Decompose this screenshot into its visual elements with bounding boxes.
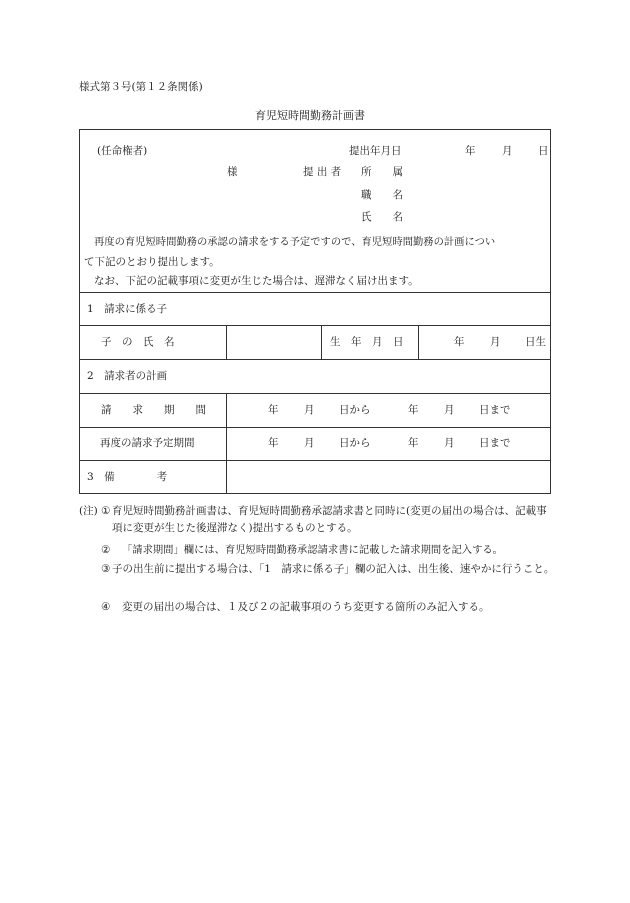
remarks-label: 3 備 考 (87, 471, 168, 483)
note-1-num: ① (101, 505, 111, 517)
note-3-num: ③ (101, 563, 111, 575)
repeat-end-year: 年 (408, 437, 419, 449)
date-day: 日 (538, 145, 549, 157)
note-1-text: 育児短時間勤務計画書は、育児短時間勤務承認請求書と同時に(変更の届出の場合は、記載事項に変更が生じた後遅滞なく)提出するものとする。 (112, 505, 547, 534)
appointer-label: (任命権者) (97, 145, 148, 157)
birth-date-label: 生 年 月 日 (330, 336, 404, 348)
col-divider (226, 325, 227, 359)
row-divider (79, 292, 551, 293)
row-divider (79, 359, 551, 360)
col-divider (418, 325, 419, 359)
body-line-2: て下記のとおり提出します。 (84, 256, 220, 268)
affiliation-label: 所 属 (361, 166, 403, 178)
position-label: 職 名 (361, 189, 403, 201)
birth-day: 日生 (525, 336, 546, 348)
section2-heading: 2 請求者の計画 (87, 370, 168, 382)
repeat-end-month: 月 (444, 437, 455, 449)
date-month: 月 (502, 145, 513, 157)
child-name-label: 子 の 氏 名 (101, 336, 175, 348)
repeat-end-day: 日まで (479, 437, 511, 449)
col-divider (321, 325, 322, 359)
date-year: 年 (465, 145, 476, 157)
repeat-label: 再度の請求予定期間 (100, 437, 195, 449)
submitter-label: 提 出 者 (303, 166, 342, 178)
notes-prefix: (注) (79, 505, 98, 517)
repeat-start-month: 月 (304, 437, 315, 449)
repeat-start-day: 日から (339, 437, 371, 449)
row-divider (79, 460, 551, 461)
page-title: 育児短時間勤務計画書 (255, 109, 365, 122)
note-4-text: 変更の届出の場合は、１及び２の記載事項のうち変更する箇所のみ記入する。 (122, 601, 490, 613)
birth-month: 月 (490, 336, 501, 348)
period-end-day: 日まで (479, 404, 511, 416)
submission-date-label: 提出年月日 (349, 145, 402, 157)
row-divider (79, 325, 551, 326)
row-divider (79, 393, 551, 394)
note-2-text: 「請求期間」欄には、育児短時間勤務承認請求書に記載した請求期間を記入する。 (122, 544, 503, 556)
body-line-1: 再度の育児短時間勤務の承認の請求をする予定ですので、育児短時間勤務の計画につい (94, 236, 496, 248)
name-label: 氏 名 (361, 211, 403, 223)
period-end-month: 月 (444, 404, 455, 416)
sama-label: 様 (227, 166, 238, 178)
section1-heading: 1 請求に係る子 (87, 303, 168, 315)
col-divider (226, 393, 227, 494)
period-label: 請 求 期 間 (101, 404, 206, 416)
note-2-num: ② (101, 544, 111, 556)
period-start-day: 日から (339, 404, 371, 416)
form-id: 様式第３号(第１２条関係) (79, 81, 203, 93)
body-line-3: なお、下記の記載事項に変更が生じた場合は、遅滞なく届け出ます。 (94, 275, 419, 287)
repeat-start-year: 年 (268, 437, 279, 449)
note-3-text: 子の出生前に提出する場合は、「1 請求に係る子」欄の記入は、出生後、速やかに行うこと。 (112, 563, 555, 575)
birth-year: 年 (454, 336, 465, 348)
period-end-year: 年 (408, 404, 419, 416)
note-4-num: ④ (101, 601, 111, 613)
period-start-year: 年 (268, 404, 279, 416)
row-divider (79, 427, 551, 428)
period-start-month: 月 (304, 404, 315, 416)
